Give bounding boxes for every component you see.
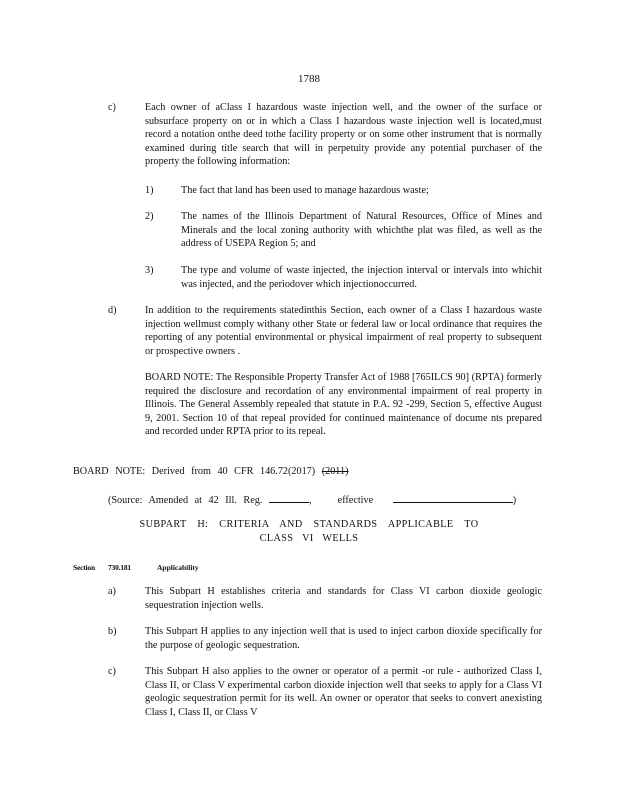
section-para-c-text: This Subpart H also applies to the owner or operator of a permit -or rule - authorized Class I, Class II, or Class V experimental carbon dioxide injection well that seeks to apply for a Class VI geologic sequestration permit for its well. An owner or operator that seeks to convert anexisting Class I, Class II, or Class V (145, 666, 542, 718)
list-item-2-label: 2) (145, 211, 154, 222)
section-para-c-label: c) (108, 666, 116, 677)
source-prefix: (Source: Amended at 42 Ill. Reg. (108, 495, 263, 506)
section-para-a-label: a) (108, 586, 116, 597)
paragraph-d-label: d) (108, 305, 117, 316)
section-number: 730.181 (108, 563, 131, 572)
section-para-b-text: This Subpart H applies to any injection well that is used to inject carbon dioxide specifically for the purpose of geologic sequestration. (145, 626, 542, 651)
paragraph-c-text: Each owner of aClass I hazardous waste injection well, and the owner of the surface or subsurface property on or in which a Class I hazardous waste injection well is located,must record a notation onthe deed tothe facility property or on some other instrument that is normally examined during title search that will in perpetuity provide any potential purchaser of the property the following information: (145, 102, 542, 168)
section-label: Section (73, 563, 95, 572)
list-item-2-text: The names of the Illinois Department of Natural Resources, Office of Mines and Minerals and the local zoning authority with whichthe plat was filed, as well as the address of USEPA Region 5; and (181, 211, 542, 250)
section-para-b-label: b) (108, 626, 117, 637)
list-item-3-label: 3) (145, 265, 154, 276)
page-number: 1788 (298, 73, 320, 85)
source-line (108, 492, 516, 508)
source-effective: effective (337, 495, 374, 506)
section-title: Applicability (157, 563, 199, 572)
subpart-heading-line2: CLASS VI WELLS (259, 533, 359, 544)
board-note-derived-text: BOARD NOTE: Derived from 40 CFR 146.72(2017) (73, 466, 316, 477)
source-separator: , (308, 495, 312, 506)
register-blank (269, 492, 309, 503)
board-note-derived-struck: (2011) (321, 466, 349, 477)
list-item-1-label: 1) (145, 185, 154, 196)
subpart-heading-line1: SUBPART H: CRITERIA AND STANDARDS APPLICABLE TO (139, 519, 479, 530)
list-item-3-text: The type and volume of waste injected, the injection interval or intervals into whichit was injected, and the periodover which injectionoccurred. (181, 265, 542, 290)
source-suffix: ) (512, 495, 517, 506)
paragraph-c-label: c) (108, 102, 116, 113)
board-note-derived (73, 465, 349, 479)
paragraph-d-text: In addition to the requirements statedinthis Section, each owner of a Class I hazardous waste injection wellmust comply withany other State or federal law or local ordinance that requires the reporting of any potential environmental or physical impairment of real property to subsequent or prospective owners . (145, 305, 542, 357)
section-para-a-text: This Subpart H establishes criteria and standards for Class VI carbon dioxide geologic sequestration injection wells. (145, 586, 542, 611)
board-note-rpta: BOARD NOTE: The Responsible Property Transfer Act of 1988 [765ILCS 90] (RPTA) formerly required the disclosure and recordation of any environmental impairment of real property in Illinois. The General Assembly repealed that statute in P.A. 92 -299, Section 5, effective August 9, 2001. Section 10 of that repeal provided for continued maintenance of docume nts prepared and recorded under RPTA prior to its repeal. (145, 372, 542, 438)
effective-date-blank (393, 492, 513, 503)
list-item-1-text: The fact that land has been used to manage hazardous waste; (181, 185, 429, 196)
